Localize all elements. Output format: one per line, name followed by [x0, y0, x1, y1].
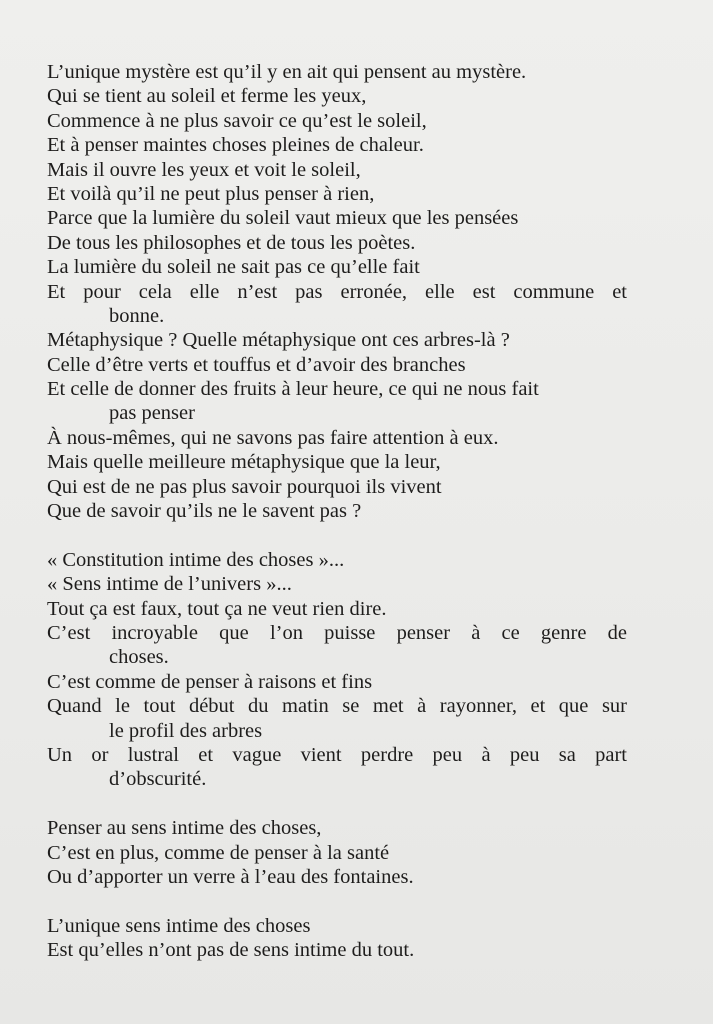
poem-line: Celle d’être verts et touffus et d’avoir des branches [47, 353, 466, 376]
poem-line: Quand le tout début du matin se met à rayonner, et que sur [47, 695, 627, 718]
poem-line: Est qu’elles n’ont pas de sens intime du tout. [47, 939, 415, 962]
stanza-1 [47, 60, 627, 523]
poem-line: Ou d’apporter un verre à l’eau des fontaines. [47, 865, 414, 888]
poem-line: « Sens intime de l’univers »... [47, 573, 292, 596]
poem-line-continuation: pas penser [109, 402, 195, 425]
poem-line: Commence à ne plus savoir ce qu’est le soleil, [47, 109, 427, 132]
poem-line: « Constitution intime des choses »... [47, 548, 345, 571]
poem-line: Et à penser maintes choses pleines de chaleur. [47, 134, 424, 157]
poem-line: Métaphysique ? Quelle métaphysique ont ces arbres-là ? [47, 329, 510, 352]
poem-line-continuation: bonne. [109, 304, 165, 327]
poem-line: Parce que la lumière du soleil vaut mieux que les pensées [47, 207, 519, 230]
poem-line: Mais quelle meilleure métaphysique que la leur, [47, 451, 441, 474]
poem-line-continuation: d’obscurité. [109, 768, 207, 791]
poem-line: Que de savoir qu’ils ne le savent pas ? [47, 500, 362, 523]
stanza-2 [47, 548, 627, 792]
stanza-break [47, 523, 627, 547]
stanza-break [47, 889, 627, 913]
poem-line: Tout ça est faux, tout ça ne veut rien dire. [47, 597, 387, 620]
poem-line: À nous-mêmes, qui ne savons pas faire attention à eux. [47, 426, 499, 449]
poem-line: Et pour cela elle n’est pas erronée, elle est commune et [47, 280, 627, 303]
stanza-4 [47, 914, 627, 963]
poem-line: Mais il ouvre les yeux et voit le soleil, [47, 158, 361, 181]
poem-line: Qui se tient au soleil et ferme les yeux, [47, 85, 367, 108]
poem-line: L’unique sens intime des choses [47, 914, 311, 937]
stanza-3 [47, 816, 627, 889]
poem-line: Et voilà qu’il ne peut plus penser à rien, [47, 182, 375, 205]
poem-line: C’est en plus, comme de penser à la santé [47, 841, 390, 864]
poem-line: Qui est de ne pas plus savoir pourquoi ils vivent [47, 475, 442, 498]
poem-line-continuation: choses. [109, 646, 169, 669]
poem-line: Un or lustral et vague vient perdre peu à peu sa part [47, 743, 627, 766]
poem-line: De tous les philosophes et de tous les poètes. [47, 231, 416, 254]
poem-line: Penser au sens intime des choses, [47, 817, 322, 840]
poem-line: C’est incroyable que l’on puisse penser à ce genre de [47, 621, 627, 644]
poem-line: L’unique mystère est qu’il y en ait qui pensent au mystère. [47, 61, 527, 83]
poem-text [47, 60, 627, 962]
stanza-break [47, 792, 627, 816]
poem-line: Et celle de donner des fruits à leur heure, ce qui ne nous fait [47, 378, 539, 401]
poem-line: La lumière du soleil ne sait pas ce qu’elle fait [47, 256, 420, 279]
poem-line-continuation: le profil des arbres [109, 719, 263, 742]
poem-line: C’est comme de penser à raisons et fins [47, 670, 373, 693]
